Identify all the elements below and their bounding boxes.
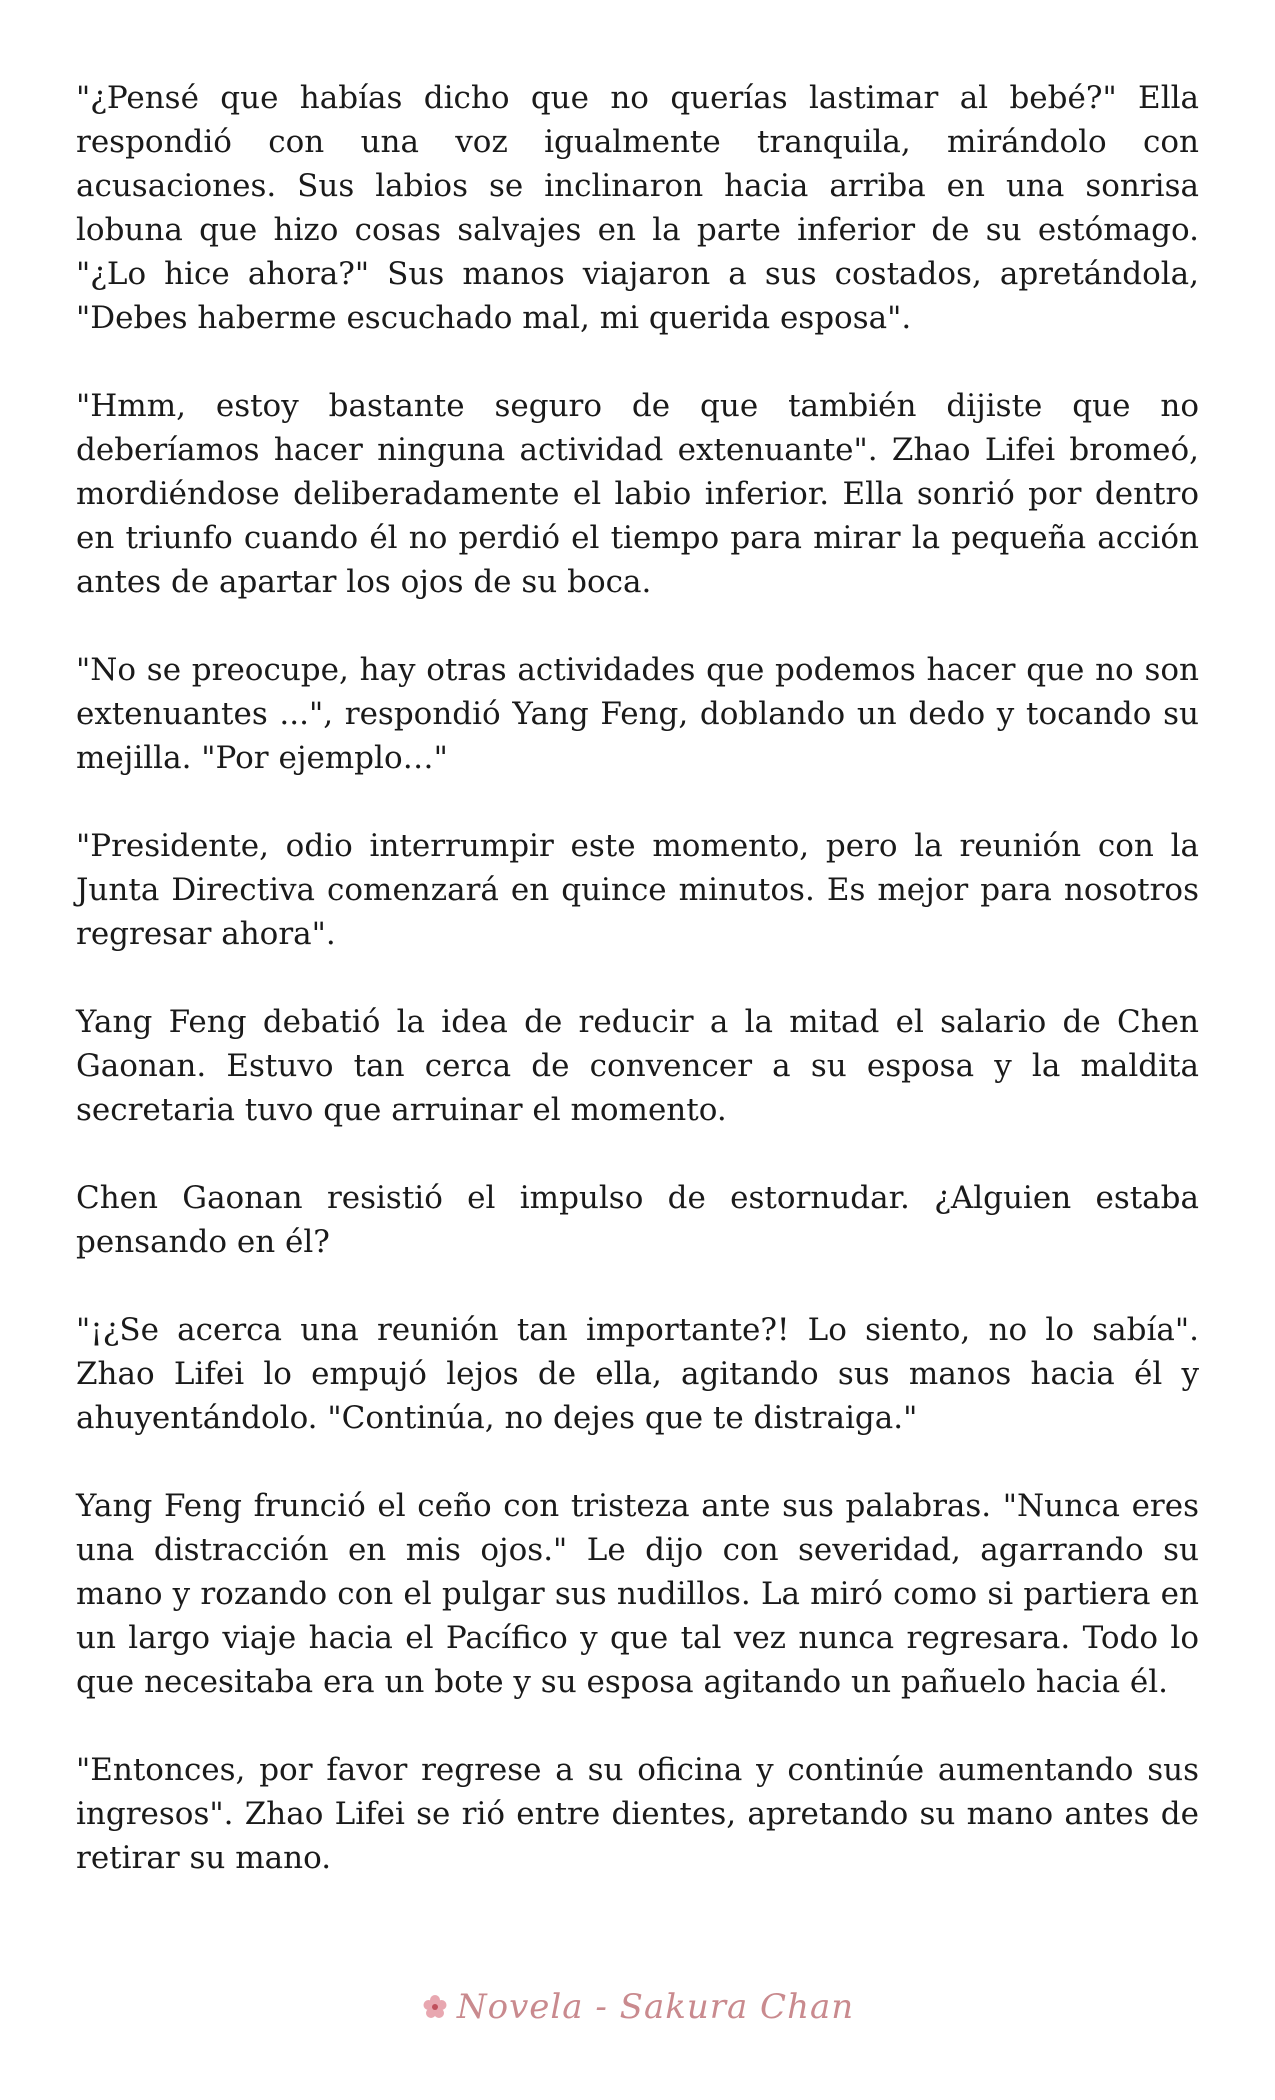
paragraph: Yang Feng debatió la idea de reducir a la mitad el salario de Chen Gaonan. Estuvo tan cerca de convencer a su esposa y la maldita secretaria tuvo que arruinar el momento. [76, 1004, 1199, 1128]
footer-text: Novela - Sakura Chan [456, 1987, 855, 2027]
paragraph: "¿Pensé que habías dicho que no querías lastimar al bebé?" Ella respondió con una voz igualmente tranquila, mirándolo con acusaciones. Sus labios se inclinaron hacia arriba en una sonrisa lobuna que hizo cosas salvajes en la parte inferior de su estómago. "¿Lo hice ahora?" Sus manos viajaron a sus costados, apretándola, "Debes haberme escuchado mal, mi querida esposa". [76, 80, 1199, 336]
paragraph: "Entonces, por favor regrese a su oficina y continúe aumentando sus ingresos". Zhao Lifei se rió entre dientes, apretando su mano antes de retirar su mano. [76, 1752, 1199, 1876]
paragraph: Chen Gaonan resistió el impulso de estornudar. ¿Alguien estaba pensando en él? [76, 1180, 1199, 1260]
footer-watermark [0, 1982, 1275, 2032]
document-body [76, 76, 1199, 1924]
paragraph: "No se preocupe, hay otras actividades que podemos hacer que no son extenuantes ...", respondió Yang Feng, doblando un dedo y tocando su mejilla. "Por ejemplo…" [76, 652, 1199, 776]
paragraph: "Hmm, estoy bastante seguro de que también dijiste que no deberíamos hacer ninguna actividad extenuante". Zhao Lifei bromeó, mordiéndose deliberadamente el labio inferior. Ella sonrió por dentro en triunfo cuando él no perdió el tiempo para mirar la pequeña acción antes de apartar los ojos de su boca. [76, 388, 1199, 600]
paragraph: "Presidente, odio interrumpir este momento, pero la reunión con la Junta Directiva comenzará en quince minutos. Es mejor para nosotros regresar ahora". [76, 828, 1199, 952]
footer-watermark-inner [421, 1987, 854, 2027]
sakura-blossom-icon [421, 1993, 449, 2021]
paragraph: Yang Feng frunció el ceño con tristeza ante sus palabras. "Nunca eres una distracción en mis ojos." Le dijo con severidad, agarrando su mano y rozando con el pulgar sus nudillos. La miró como si partiera en un largo viaje hacia el Pacífico y que tal vez nunca regresara. Todo lo que necesitaba era un bote y su esposa agitando un pañuelo hacia él. [76, 1488, 1199, 1700]
paragraph: "¡¿Se acerca una reunión tan importante?! Lo siento, no lo sabía". Zhao Lifei lo empujó lejos de ella, agitando sus manos hacia él y ahuyentándolo. "Continúa, no dejes que te distraiga." [76, 1312, 1199, 1436]
